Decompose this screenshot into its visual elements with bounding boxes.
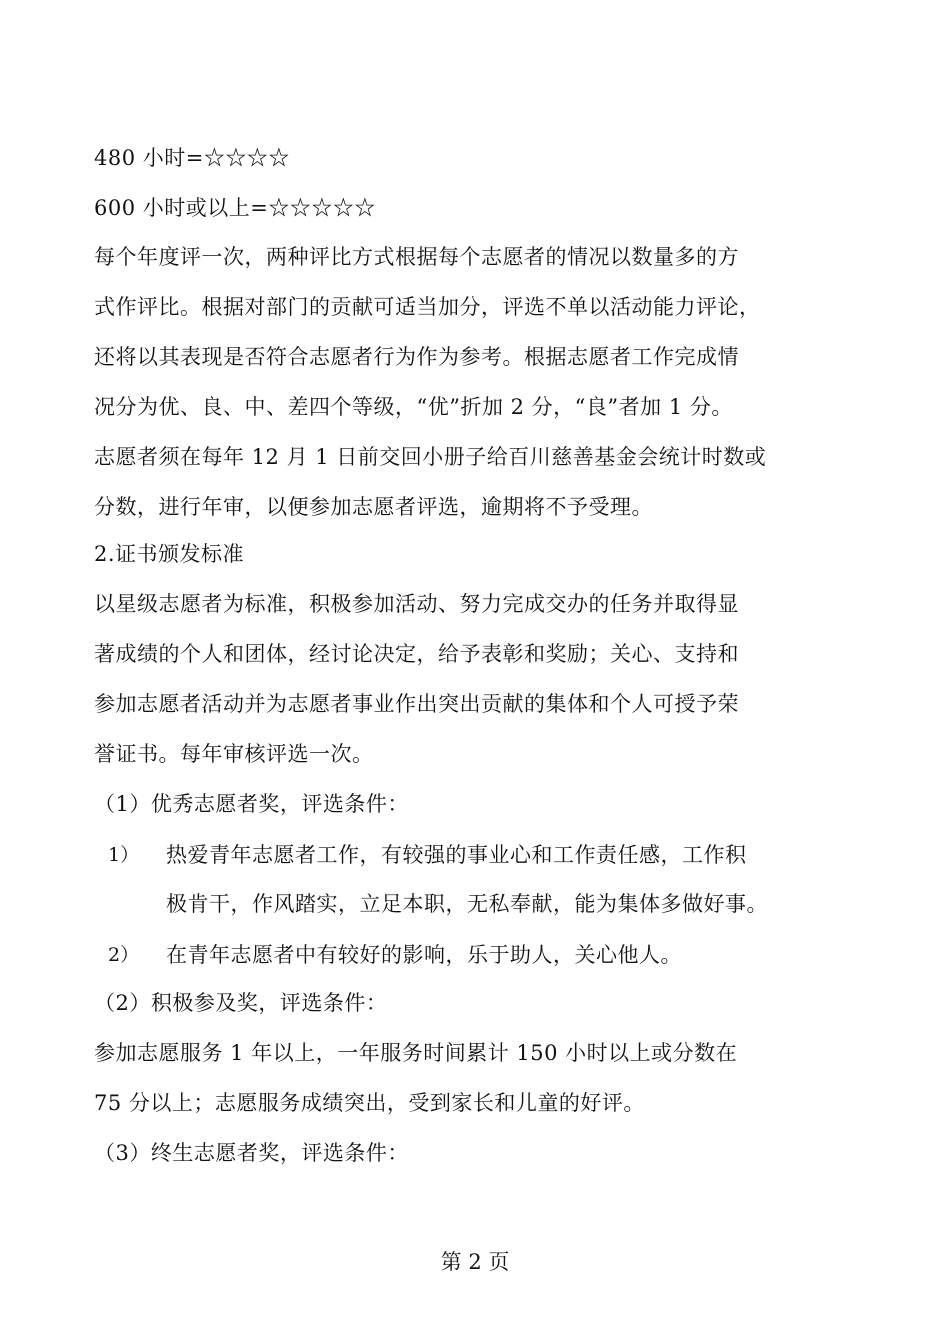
section-heading: 2.证书颁发标准 bbox=[94, 542, 245, 566]
paragraph-line: 况分为优、良、中、差四个等级，“优”折加 2 分，“良”者加 1 分。 bbox=[94, 395, 733, 419]
paragraph-line: 参加志愿服务 1 年以上，一年服务时间累计 150 小时以上或分数在 bbox=[94, 1041, 738, 1065]
paragraph-line: 75 分以上；志愿服务成绩突出，受到家长和儿童的好评。 bbox=[94, 1091, 645, 1115]
paragraph-line: 著成绩的个人和团体，经讨论决定，给予表彰和奖励；关心、支持和 bbox=[94, 642, 739, 666]
list-number-1: 1） bbox=[108, 844, 140, 866]
list-item-text: 极肯干，作风踏实，立足本职，无私奉献，能为集体多做好事。 bbox=[166, 892, 768, 916]
list-number-2: 2） bbox=[108, 944, 140, 966]
star-rating-480: 480 小时=☆☆☆☆ bbox=[94, 146, 290, 170]
page-number: 第 2 页 bbox=[440, 1250, 510, 1274]
star-rating-600: 600 小时或以上=☆☆☆☆☆ bbox=[94, 196, 376, 220]
award-heading-2: （2）积极参及奖，评选条件： bbox=[94, 991, 388, 1015]
paragraph-line: 志愿者须在每年 12 月 1 日前交回小册子给百川慈善基金会统计时数或 bbox=[94, 445, 767, 469]
paragraph-line: 式作评比。根据对部门的贡献可适当加分，评选不单以活动能力评论， bbox=[94, 295, 761, 319]
paragraph-line: 参加志愿者活动并为志愿者事业作出突出贡献的集体和个人可授予荣 bbox=[94, 692, 739, 716]
paragraph-line: 誉证书。每年审核评选一次。 bbox=[94, 742, 374, 766]
list-item-text: 热爱青年志愿者工作，有较强的事业心和工作责任感，工作积 bbox=[166, 843, 747, 867]
award-heading-3: （3）终生志愿者奖，评选条件： bbox=[94, 1141, 409, 1165]
paragraph-line: 分数，进行年审，以便参加志愿者评选，逾期将不予受理。 bbox=[94, 495, 653, 519]
list-item-text: 在青年志愿者中有较好的影响，乐于助人，关心他人。 bbox=[166, 943, 682, 967]
paragraph-line: 每个年度评一次，两种评比方式根据每个志愿者的情况以数量多的方 bbox=[94, 245, 739, 269]
paragraph-line: 以星级志愿者为标准，积极参加活动、努力完成交办的任务并取得显 bbox=[94, 592, 739, 616]
paragraph-line: 还将以其表现是否符合志愿者行为作为参考。根据志愿者工作完成情 bbox=[94, 345, 739, 369]
award-heading-1: （1）优秀志愿者奖，评选条件： bbox=[94, 792, 409, 816]
